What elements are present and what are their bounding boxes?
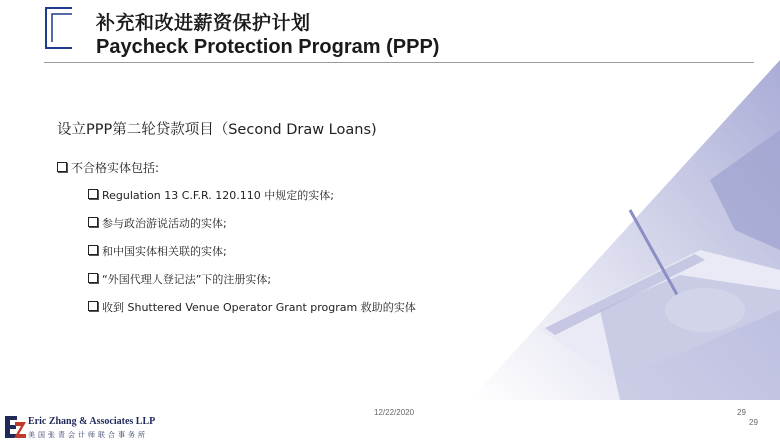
list-item-label: 不合格实体包括:: [71, 161, 160, 175]
page-number: 29: [737, 408, 746, 417]
list-item: [88, 271, 271, 287]
checkbox-bullet-icon: [88, 301, 98, 311]
list-item-label: Regulation 13 C.F.R. 120.110 中规定的实体;: [102, 189, 334, 202]
checkbox-bullet-icon: [88, 273, 98, 283]
checkbox-bullet-icon: [88, 217, 98, 227]
page-number-secondary: 29: [749, 418, 758, 427]
laptop-hand-photo: [450, 60, 780, 400]
section-heading: 设立PPP第二轮贷款项目（Second Draw Loans): [57, 122, 377, 138]
list-item: [88, 215, 227, 231]
checkbox-bullet-icon: [57, 162, 67, 172]
logo-company-name: Eric Zhang & Associates LLP: [28, 416, 156, 427]
list-item-label: 参与政治游说活动的实体;: [102, 217, 227, 230]
checkbox-bullet-icon: [88, 245, 98, 255]
page-title-chinese: 补充和改进薪资保护计划: [96, 12, 311, 34]
list-item: [57, 159, 159, 176]
page-title-english: Paycheck Protection Program (PPP): [96, 36, 440, 58]
list-item-label: “外国代理人登记法”下的注册实体;: [102, 273, 272, 286]
ez-logo-icon: [3, 414, 27, 440]
list-item: [88, 187, 334, 203]
list-item-label: 和中国实体相关联的实体;: [102, 245, 227, 258]
bracket-frame-icon: [44, 6, 74, 50]
list-item-label: 收到 Shuttered Venue Operator Grant program 救助的实体: [102, 301, 416, 314]
list-item: [88, 299, 416, 315]
list-item: [88, 243, 227, 259]
checkbox-bullet-icon: [88, 189, 98, 199]
footer-date: 12/22/2020: [374, 408, 415, 417]
logo-company-name-zh: 美国张青会计师联合事务所: [28, 431, 148, 439]
